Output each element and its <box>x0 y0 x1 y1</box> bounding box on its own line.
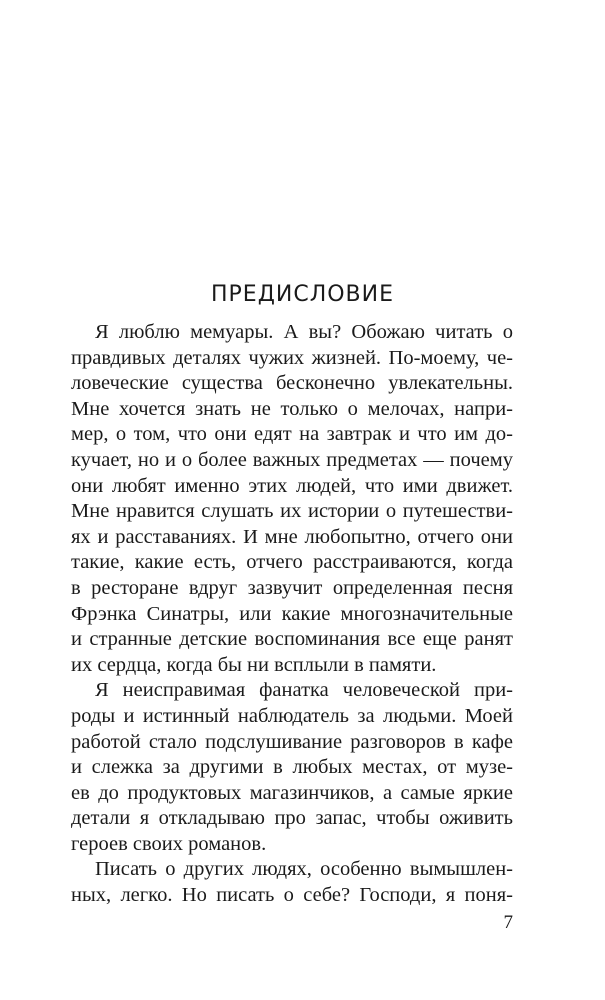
text-line: Фрэнка Синатры, или какие многозначительные <box>71 602 513 625</box>
text-line: правдивых деталях чужих жизней. По-моему, че- <box>71 346 513 369</box>
paragraph-1 <box>71 320 513 678</box>
text-line: кучает, но и о более важных предметах — почему <box>71 448 513 471</box>
text-line: в ресторане вдруг зазвучит определенная песня <box>71 576 513 599</box>
text-line: детали я откладываю про запас, чтобы оживить <box>71 807 513 830</box>
text-line: и странные детские воспоминания все еще ранят <box>71 628 513 651</box>
text-line: их сердца, когда бы ни всплыли в памяти. <box>71 653 437 676</box>
text-line: и слежка за другими в любых местах, от музе- <box>71 756 513 779</box>
text-line: ловеческие существа бесконечно увлекательны. <box>71 372 513 395</box>
paragraph-2 <box>71 678 513 857</box>
text-line: Писать о других людях, особенно вымышлен- <box>95 858 513 881</box>
text-line: Я неисправимая фанатка человеческой при- <box>95 679 513 702</box>
text-line: роды и истинный наблюдатель за людьми. Моей <box>71 704 513 727</box>
text-line: ях и расставаниях. И мне любопытно, отчего они <box>71 525 513 548</box>
paragraph-3 <box>71 857 513 908</box>
text-line: такие, какие есть, отчего расстраиваются, когда <box>71 551 513 574</box>
body-text <box>71 320 513 909</box>
page-number: 7 <box>503 912 513 933</box>
text-line: они любят именно этих людей, что ими движет. <box>71 474 513 497</box>
text-line: Я люблю мемуары. А вы? Обожаю читать о <box>95 321 513 343</box>
text-line: ев до продуктовых магазинчиков, а самые яркие <box>71 781 513 804</box>
text-line: Мне нравится слушать их истории о путешестви- <box>71 500 513 523</box>
text-line: ных, легко. Но писать о себе? Господи, я поня- <box>71 884 513 907</box>
text-line: работой стало подслушивание разговоров в кафе <box>71 730 513 753</box>
text-line: героев своих романов. <box>71 832 267 855</box>
chapter-heading: ПРЕДИСЛОВИЕ <box>210 282 395 307</box>
text-line: мер, о том, что они едят на завтрак и что им до- <box>71 423 513 446</box>
text-line: Мне хочется знать не только о мелочах, напри- <box>71 397 513 420</box>
